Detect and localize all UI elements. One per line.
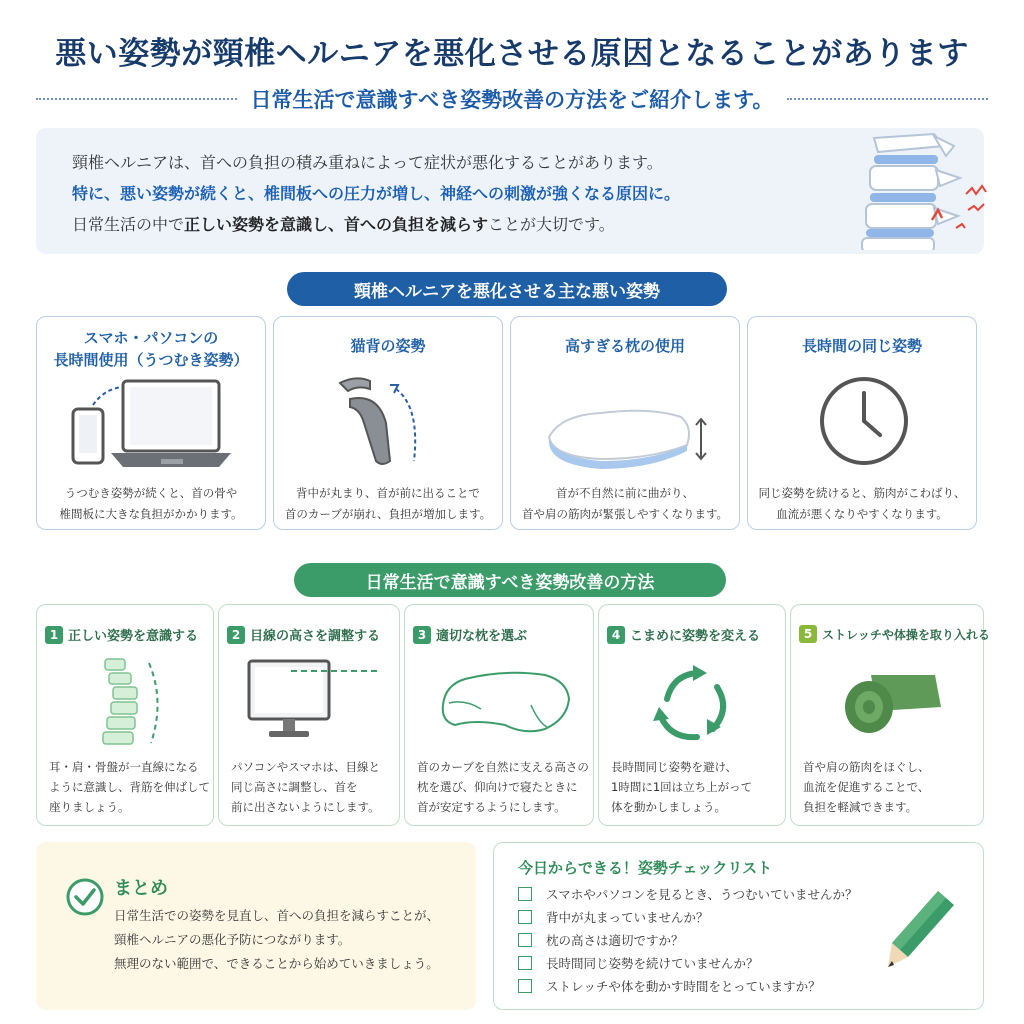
checkbox[interactable] <box>518 956 532 970</box>
checklist-item[interactable]: ストレッチや体を動かす時間をとっていますか？ <box>518 977 821 995</box>
intro-box <box>36 128 984 254</box>
good-card-correct-posture <box>36 604 214 826</box>
checkbox[interactable] <box>518 933 532 947</box>
good-card-title: 適切な枕を選ぶ <box>436 629 528 644</box>
summary-box <box>36 842 476 1010</box>
good-card-description: 首や肩の筋肉をほぐし、 血流を促進することで、 負担を軽減できます。 <box>803 760 930 814</box>
bad-card-title: 長時間の同じ姿勢 <box>801 337 922 355</box>
bad-posture-heading: 頸椎ヘルニアを悪化させる主な悪い姿勢 <box>287 272 727 306</box>
bad-card-long-time <box>747 316 977 530</box>
good-card-description: 長時間同じ姿勢を避け、 1時間に1回は立ち上がって 体を動かしましょう。 <box>611 760 753 814</box>
intro-line-2: 特に、悪い姿勢が続くと、椎間板への圧力が増し、神経への刺激が強くなる原因に。 <box>72 184 681 203</box>
good-posture-heading: 日常生活で意識すべき姿勢改善の方法 <box>294 563 726 597</box>
intro-line-1: 頸椎ヘルニアは、首への負担の積み重ねによって症状が悪化することがあります。 <box>72 153 663 172</box>
checkbox[interactable] <box>518 910 532 924</box>
bad-card-title: 猫背の姿勢 <box>350 337 426 355</box>
bad-card-pillow <box>510 316 740 530</box>
subtitle-row <box>36 84 988 114</box>
bad-card-description: 同じ姿勢を続けると、筋肉がこわばり、 血流が悪くなりやすくなります。 <box>758 486 966 521</box>
good-card-header <box>413 625 527 644</box>
good-card-header <box>45 625 198 644</box>
bad-card-description: 首が不自然に前に曲がり、 首や肩の筋肉が緊張しやすくなります。 <box>521 486 729 521</box>
page-subtitle: 日常生活で意識すべき姿勢改善の方法をご紹介します。 <box>250 88 774 112</box>
summary-line-1: 日常生活での姿勢を見直し、首への負担を減らすことが、 <box>114 908 440 923</box>
good-card-header <box>799 625 990 643</box>
bad-card-description: 背中が丸まり、首が前に出ることで 首のカーブが崩れ、負担が増加します。 <box>284 486 492 521</box>
spine-alignment-icon <box>91 655 171 747</box>
intro-line-3: 日常生活の中で正しい姿勢を意識し、首への負担を減らすことが大切です。 <box>72 215 615 234</box>
clock-icon <box>818 375 910 467</box>
checklist-item[interactable]: 背中が丸まっていませんか？ <box>518 908 709 926</box>
good-card-description: 首のカーブを自然に支える高さの 枕を選び、仰向けで寝たときに 首が安定するようにします。 <box>417 760 589 814</box>
pillow-icon <box>435 665 575 745</box>
checklist-item[interactable]: 枕の高さは適切ですか？ <box>518 931 684 949</box>
good-card-eye-level <box>218 604 400 826</box>
step-number-badge: 5 <box>799 625 817 643</box>
cervical-spine-icon <box>844 132 1014 250</box>
summary-line-2: 頸椎ヘルニアの悪化予防につながります。 <box>114 932 351 947</box>
good-card-description: 耳・肩・骨盤が一直線になる ように意識し、背筋を伸ばして 座りましょう。 <box>49 760 210 814</box>
checkbox[interactable] <box>518 979 532 993</box>
page-title: 悪い姿勢が頸椎ヘルニアを悪化させる原因となることがあります <box>55 36 969 72</box>
good-card-header <box>607 625 760 644</box>
good-card-stretch <box>790 604 990 826</box>
checkbox[interactable] <box>518 887 532 901</box>
good-card-title: 目線の高さを調整する <box>250 629 381 644</box>
hunched-back-icon <box>334 373 444 473</box>
monitor-icon <box>245 657 385 743</box>
good-card-title: こまめに姿勢を変える <box>630 629 761 644</box>
check-circle-icon <box>66 878 104 916</box>
checklist-item[interactable]: 長時間同じ姿勢を続けていませんか？ <box>518 954 759 972</box>
step-number-badge: 1 <box>45 626 63 644</box>
good-card-pillow <box>404 604 594 826</box>
good-card-header <box>227 625 380 644</box>
summary-line-3: 無理のない範囲で、できることから始めていきましょう。 <box>114 956 439 971</box>
dotted-divider-right <box>787 98 988 100</box>
pencil-icon <box>880 887 960 977</box>
checklist-item[interactable]: スマホやパソコンを見るとき、うつむいていませんか？ <box>518 885 858 903</box>
bad-card-smartphone <box>36 316 266 530</box>
bad-card-description: うつむき姿勢が続くと、首の骨や 椎間板に大きな負担がかかります。 <box>59 486 243 521</box>
smartphone-laptop-icon <box>67 375 237 475</box>
yoga-mat-icon <box>843 667 943 741</box>
cycle-arrows-icon <box>651 665 735 745</box>
checklist-heading: 今日からできる！姿勢チェックリスト <box>518 859 773 877</box>
step-number-badge: 2 <box>227 626 245 644</box>
good-card-change-posture <box>598 604 786 826</box>
bad-card-hunched <box>273 316 503 530</box>
dotted-divider-left <box>36 98 237 100</box>
step-number-badge: 4 <box>607 626 625 644</box>
good-card-title: 正しい姿勢を意識する <box>68 629 199 644</box>
step-number-badge: 3 <box>413 626 431 644</box>
posture-checklist <box>493 842 984 1010</box>
bad-card-title-line2: 長時間使用（うつむき姿勢） <box>53 351 249 369</box>
bad-card-title: 高すぎる枕の使用 <box>564 337 685 355</box>
good-card-description: パソコンやスマホは、目線と 同じ高さに調整し、首を 前に出さないようにします。 <box>231 760 381 814</box>
high-pillow-icon <box>541 397 721 477</box>
bad-card-title-line1: スマホ・パソコンの <box>83 329 219 347</box>
summary-heading: まとめ <box>114 878 168 899</box>
good-card-title: ストレッチや体操を取り入れる <box>822 627 990 642</box>
